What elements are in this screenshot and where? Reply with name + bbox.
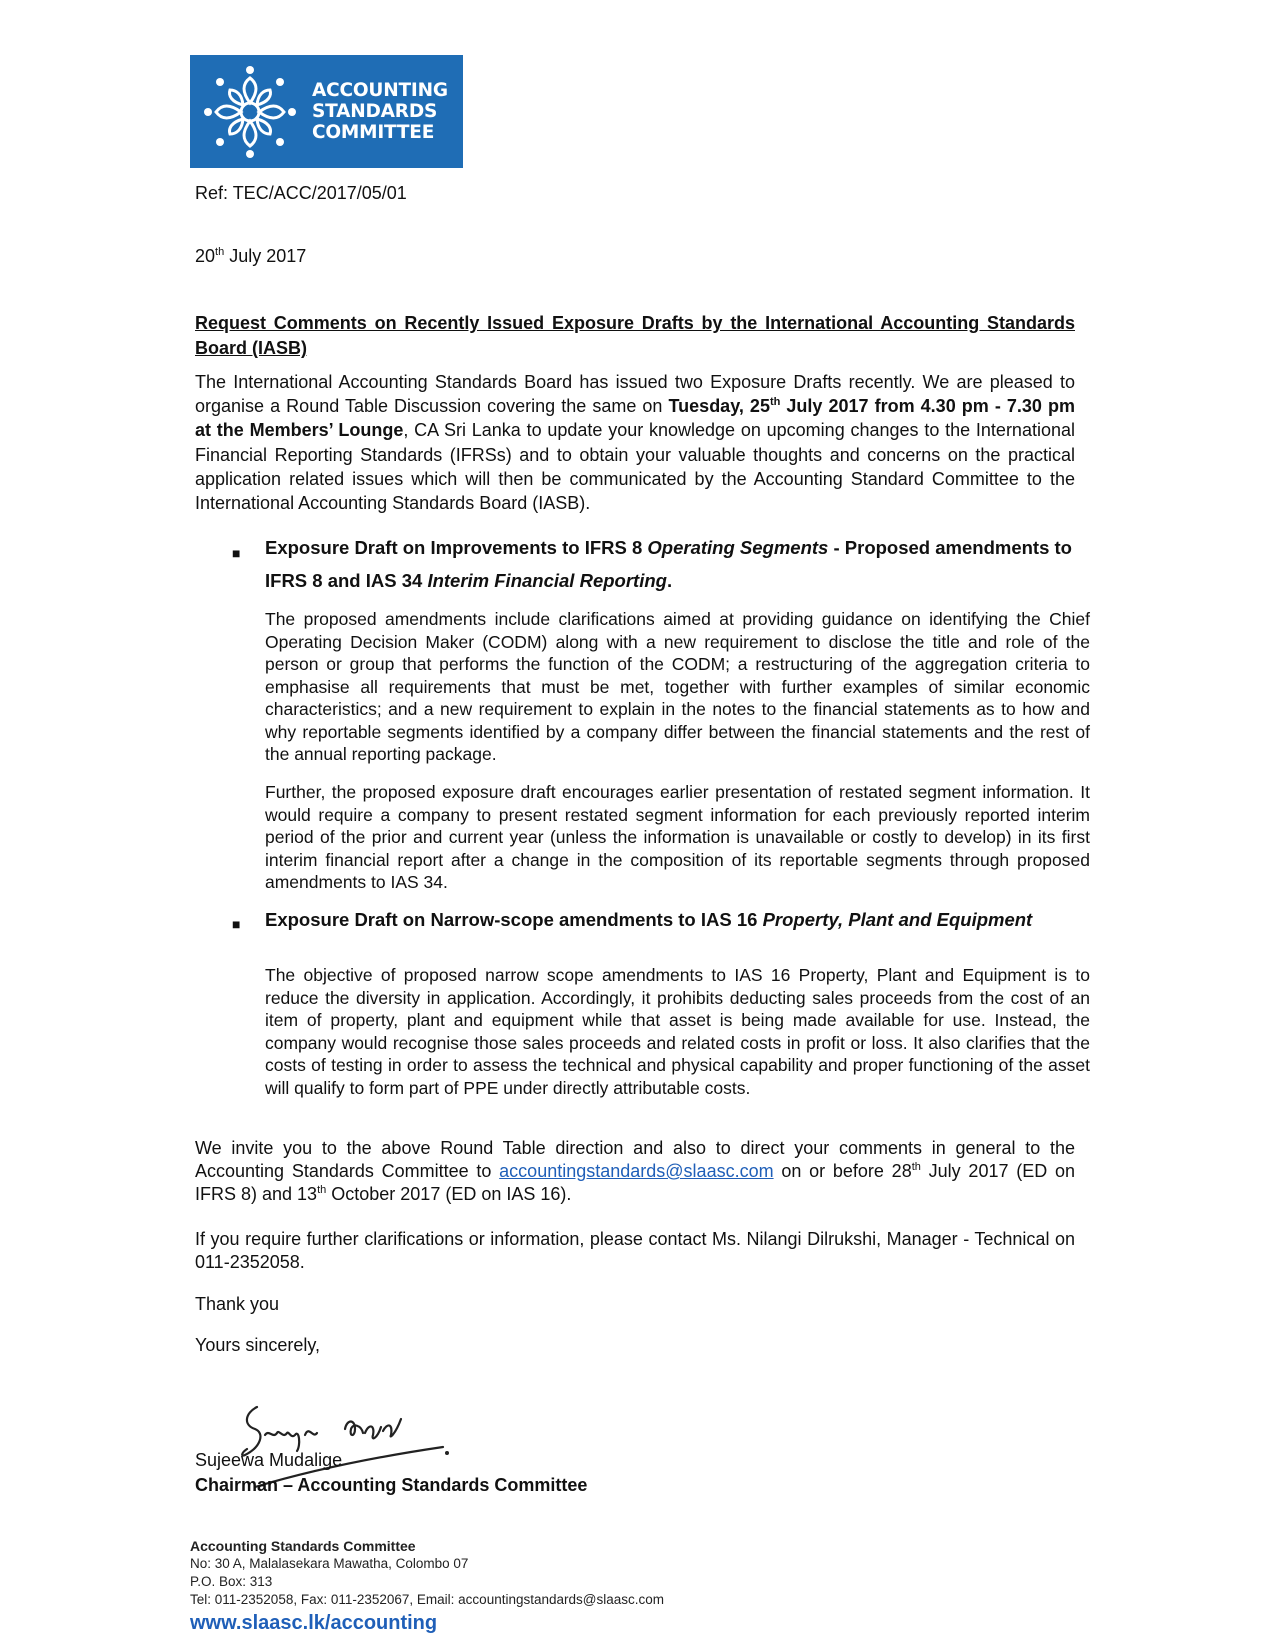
flower-emblem-icon [202, 64, 298, 160]
intro-text-2: , CA Sri Lanka to update your knowledge on upcoming changes to the International Financial Reporting Standards (IFRSs) and to obtain your valuable thoughts and concerns on the practical application related issues which will then be communicated by the Accounting Standard Committee to the International Accounting Standards Board (IASB). [195, 420, 1075, 514]
invite-text-4: October 2017 (ED on IAS 16). [326, 1184, 572, 1204]
logo-line-2: STANDARDS [312, 101, 438, 122]
footer-contact: Tel: 011-2352058, Fax: 011-2352067, Email: accountingstandards@slaasc.com [190, 1592, 664, 1607]
ed2-heading [265, 903, 1100, 936]
intro-bold-sup: th [769, 396, 781, 409]
intro-bold-2: July 2017 from 4.30 pm - 7.30 pm at the Members’ Lounge [195, 396, 1075, 441]
ed2-head-a: Exposure Draft on Narrow-scope amendments to IAS 16 [265, 909, 763, 930]
invite-sup-2: th [317, 1184, 327, 1196]
ed1-head-b: Operating Segments [647, 537, 829, 558]
letter-subject: Request Comments on Recently Issued Exposure Drafts by the International Accounting Standards Board (IASB) [195, 313, 1075, 358]
reference-number: Ref: TEC/ACC/2017/05/01 [195, 183, 407, 203]
ed1-head-c: - Proposed amendments to IFRS 8 and IAS 34 [265, 537, 1072, 591]
bullet-2-marker: ■ [232, 916, 241, 932]
signer-title: Chairman – Accounting Standards Committee [195, 1475, 588, 1495]
letter-date [195, 246, 306, 267]
intro-paragraph [195, 370, 1075, 515]
invite-sup-1: th [911, 1161, 921, 1173]
ed2-head-b: Property, Plant and Equipment [762, 909, 1033, 930]
ed1-paragraph-1: The proposed amendments include clarifications aimed at providing guidance on identifying the Chief Operating Decision Maker (CODM) along with a new requirement to disclose the title and role of the person or group that performs the function of the CODM; a restructuring of the aggregation criteria to emphasise all requirements that must be met, together with further examples of similar economic characteristics; and a new requirement to explain in the notes to the financial statements as to how and why reportable segments identified by a company differ between the financial statements and the rest of the annual reporting package. [265, 609, 1090, 764]
invite-text-2: on or before 28 [773, 1161, 912, 1181]
invite-text-1: We invite you to the above Round Table direction and also to direct your comments in general to the Accounting Standards Committee to [195, 1138, 1075, 1181]
ed1-paragraph-2: Further, the proposed exposure draft encourages earlier presentation of restated segment information. It would require a company to present restated segment information for each previously reported interim period of the prior and current year (unless the information is unavailable or costly to develop) in its first interim financial report after a change in the composition of its reportable segments through proposed amendments to IAS 34. [265, 782, 1090, 892]
ed1-head-e: . [666, 570, 673, 591]
footer-address: No: 30 A, Malalasekara Mawatha, Colombo 07 [190, 1556, 469, 1571]
thank-you: Thank you [195, 1294, 280, 1314]
ed1-heading [265, 531, 1100, 597]
logo-line-3: COMMITTEE [312, 122, 435, 143]
invite-text-3: July 2017 (ED on IFRS 8) and 13 [195, 1161, 1076, 1204]
footer-org-name: Accounting Standards Committee [190, 1538, 416, 1554]
ed1-head-a: Exposure Draft on Improvements to IFRS 8 [265, 537, 648, 558]
signer-name: Sujeewa Mudalige [195, 1450, 343, 1470]
invite-paragraph [195, 1137, 1075, 1206]
logo-wordmark [312, 80, 448, 143]
date-suffix: th [215, 246, 225, 258]
logo-line-1: ACCOUNTING [312, 80, 448, 101]
email-link[interactable]: accountingstandards@slaasc.com [499, 1161, 774, 1181]
footer-website[interactable]: www.slaasc.lk/accounting [190, 1612, 438, 1634]
bullet-1-marker: ■ [232, 545, 241, 561]
ed2-paragraph-1: The objective of proposed narrow scope amendments to IAS 16 Property, Plant and Equipment is to reduce the diversity in application. Accordingly, it prohibits deducting sales proceeds from the cost of an item of property, plant and equipment while that asset is being made available for use. Instead, the company would recognise those sales proceeds and related costs in profit or loss. It also clarifies that the costs of testing in order to assess the technical and physical capability and proper functioning of the asset will qualify to form part of PPE under directly attributable costs. [265, 965, 1090, 1098]
intro-text-1: The International Accounting Standards Board has issued two Exposure Drafts recently. We are pleased to organise a Round Table Discussion covering the same on [195, 372, 1075, 417]
date-rest: July 2017 [224, 246, 307, 266]
ed1-head-d: Interim Financial Reporting [427, 570, 667, 591]
intro-bold-1: Tuesday, 25 [668, 396, 770, 417]
footer-pobox: P.O. Box: 313 [190, 1574, 273, 1589]
letterhead-footer [190, 1537, 664, 1637]
committee-logo [190, 55, 463, 168]
contact-paragraph: If you require further clarifications or information, please contact Ms. Nilangi Dilrukshi, Manager - Technical on 011-2352058. [195, 1229, 1075, 1272]
date-day: 20 [195, 246, 216, 266]
yours-sincerely: Yours sincerely, [195, 1335, 321, 1355]
